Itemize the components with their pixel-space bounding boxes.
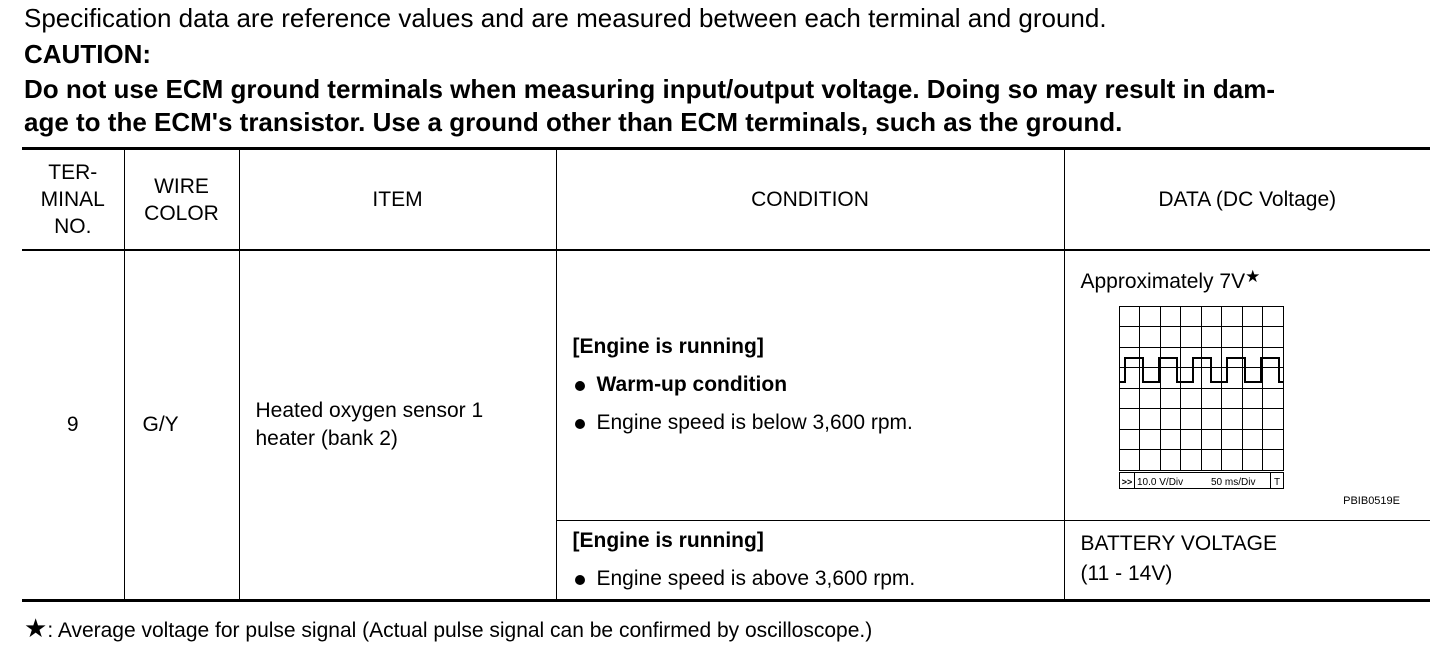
data-2 — [1064, 520, 1430, 600]
scope-trigger-marker: T — [1273, 477, 1280, 488]
table-header-row — [22, 149, 1430, 251]
terminal-number: 9 — [22, 250, 124, 600]
star-icon: ★ — [1245, 267, 1261, 286]
table-row — [22, 250, 1430, 520]
caution-line-2: age to the ECM's transistor. Use a ground other than ECM terminals, such as the ground. — [24, 107, 1123, 137]
caution-title: CAUTION: — [24, 39, 152, 69]
caution-line-1: Do not use ECM ground terminals when measuring input/output voltage. Doing so may result in dam- — [24, 74, 1275, 104]
header-wire-color: WIRE COLOR — [124, 149, 239, 251]
intro-text: Specification data are reference values and are measured between each terminal and ground. — [24, 3, 1107, 33]
figure-code: PBIB0519E — [1343, 495, 1400, 507]
condition-2-bullet-1: Engine speed is above 3,600 rpm. — [573, 560, 1064, 598]
condition-1 — [556, 250, 1064, 520]
data-2-line-1: BATTERY VOLTAGE — [1080, 531, 1277, 555]
footnote — [24, 614, 872, 645]
data-1 — [1064, 250, 1430, 520]
data-2-line-2: (11 - 14V) — [1080, 561, 1173, 585]
wire-color: G/Y — [124, 250, 239, 600]
header-item: ITEM — [239, 149, 556, 251]
caution-body — [24, 73, 1434, 139]
scope-volt-per-div: 10.0 V/Div — [1136, 477, 1183, 488]
data-1-text: Approximately 7V★ — [1080, 267, 1261, 293]
star-icon: ★ — [24, 613, 48, 643]
terminal-spec-table — [22, 147, 1430, 602]
condition-1-bullet-1: Warm-up condition — [573, 366, 1064, 404]
header-terminal-no: TER- MINAL NO. — [22, 149, 124, 251]
header-data: DATA (DC Voltage) — [1064, 149, 1430, 251]
condition-1-bullet-2: Engine speed is below 3,600 rpm. — [573, 404, 1064, 442]
item-description: Heated oxygen sensor 1 heater (bank 2) — [239, 250, 556, 600]
header-condition: CONDITION — [556, 149, 1064, 251]
condition-2 — [556, 520, 1064, 600]
condition-2-head: [Engine is running] — [572, 528, 764, 552]
scope-time-per-div: 50 ms/Div — [1210, 477, 1255, 488]
condition-1-head: [Engine is running] — [572, 335, 764, 359]
oscilloscope-waveform-figure — [1119, 306, 1284, 491]
scope-left-marker: >> — [1121, 477, 1132, 487]
footnote-text: : Average voltage for pulse signal (Actual pulse signal can be confirmed by oscilloscope.) — [47, 619, 873, 642]
